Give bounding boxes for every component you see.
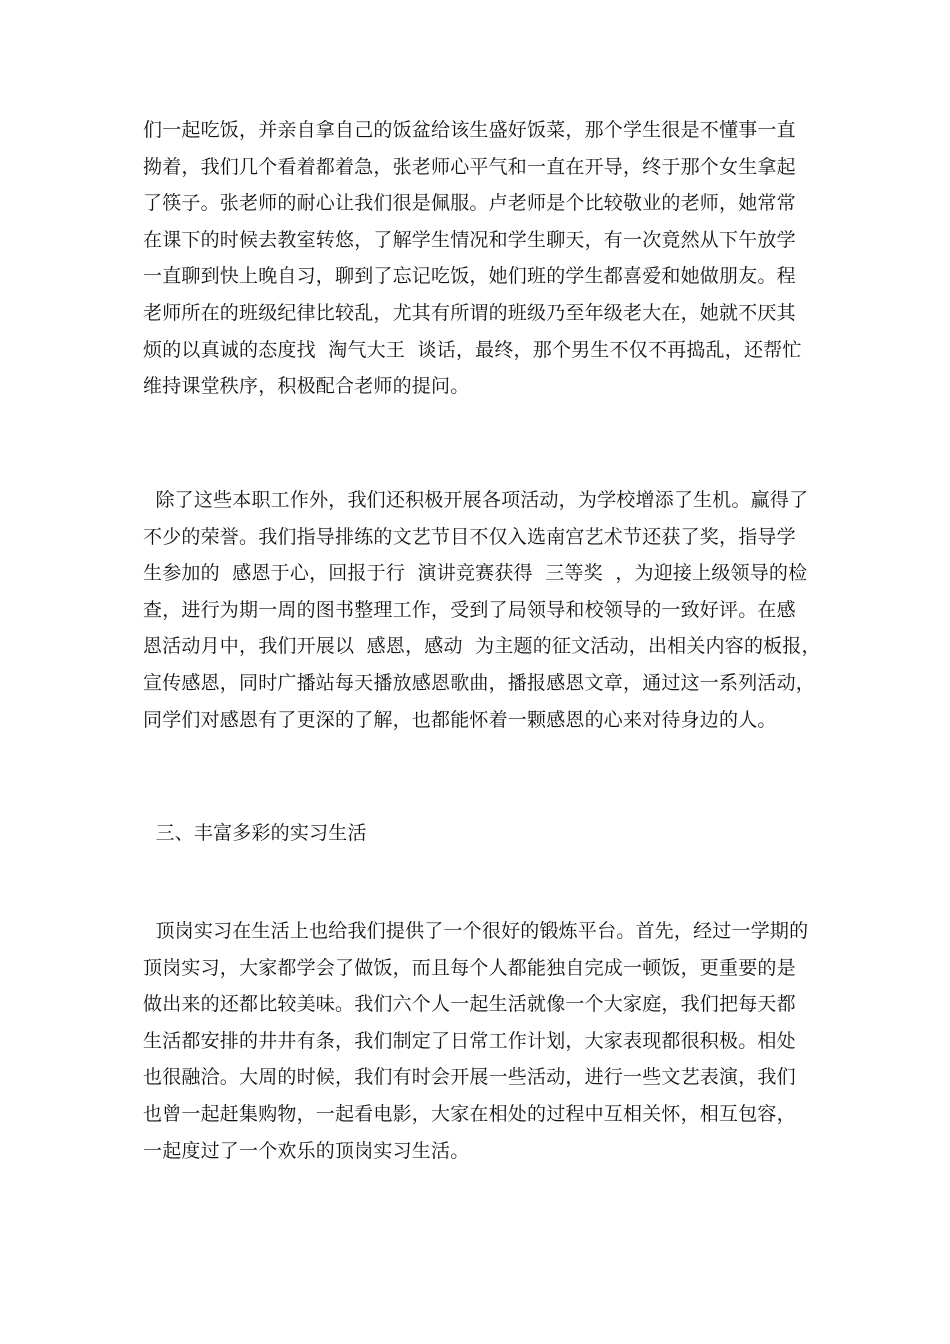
text-line: 拗着，我们几个看着都着急，张老师心平气和一直在开导，终于那个女生拿起 <box>143 155 796 178</box>
text-line: 宣传感恩，同时广播站每天播放感恩歌曲，播报感恩文章，通过这一系列活动， <box>143 671 816 694</box>
text-line: 也很融洽。大周的时候，我们有时会开展一些活动，进行一些文艺表演，我们 <box>143 1066 796 1089</box>
paragraph-internship-life <box>143 913 807 1169</box>
text-line: 一起度过了一个欢乐的顶岗实习生活。 <box>143 1139 470 1162</box>
text-line: 了筷子。张老师的耐心让我们很是佩服。卢老师是个比较敬业的老师，她常常 <box>143 192 796 215</box>
text-line: 同学们对感恩有了更深的了解，也都能怀着一颗感恩的心来对待身边的人。 <box>143 708 777 731</box>
text-line: 查，进行为期一周的图书整理工作，受到了局领导和校领导的一致好评。在感 <box>143 598 796 621</box>
text-line: 们一起吃饭，并亲自拿自己的饭盆给该生盛好饭菜，那个学生很是不懂事一直 <box>143 119 796 141</box>
text-line: 一直聊到快上晚自习，聊到了忘记吃饭，她们班的学生都喜爱和她做朋友。程 <box>143 265 796 288</box>
text-line: 生活都安排的井井有条，我们制定了日常工作计划，大家表现都很积极。相处 <box>143 1029 796 1052</box>
text-line: 除了这些本职工作外，我们还积极开展各项活动，为学校增添了生机。赢得了 <box>143 489 809 511</box>
paragraph-activities <box>143 482 821 738</box>
text-line: 在课下的时候去教室转悠，了解学生情况和学生聊天，有一次竟然从下午放学 <box>143 228 796 251</box>
paragraph-teachers <box>143 112 807 405</box>
text-line: 顶岗实习，大家都学会了做饭，而且每个人都能独自完成一顿饭，更重要的是 <box>143 956 796 979</box>
text-line: 恩活动月中，我们开展以 感恩，感动 为主题的征文活动，出相关内容的板报， <box>143 635 821 658</box>
text-line: 也曾一起赶集购物，一起看电影，大家在相处的过程中互相关怀，相互包容， <box>143 1102 796 1125</box>
section-heading <box>143 815 807 852</box>
text-line: 不少的荣誉。我们指导排练的文艺节目不仅入选南宫艺术节还获了奖，指导学 <box>143 525 796 548</box>
text-line: 老师所在的班级纪律比较乱，尤其有所谓的班级乃至年级老大在，她就不厌其 <box>143 301 796 324</box>
text-line: 生参加的 感恩于心，回报于行 演讲竞赛获得 三等奖 ，为迎接上级领导的检 <box>143 562 808 585</box>
text-line: 烦的以真诚的态度找 淘气大王 谈话，最终，那个男生不仅不再捣乱，还帮忙 <box>143 338 802 361</box>
text-line: 做出来的还都比较美味。我们六个人一起生活就像一个大家庭，我们把每天都 <box>143 993 796 1016</box>
text-line: 顶岗实习在生活上也给我们提供了一个很好的锻炼平台。首先，经过一学期的 <box>143 920 809 942</box>
heading-text: 三、丰富多彩的实习生活 <box>143 822 367 844</box>
text-line: 维持课堂秩序，积极配合老师的提问。 <box>143 375 470 398</box>
